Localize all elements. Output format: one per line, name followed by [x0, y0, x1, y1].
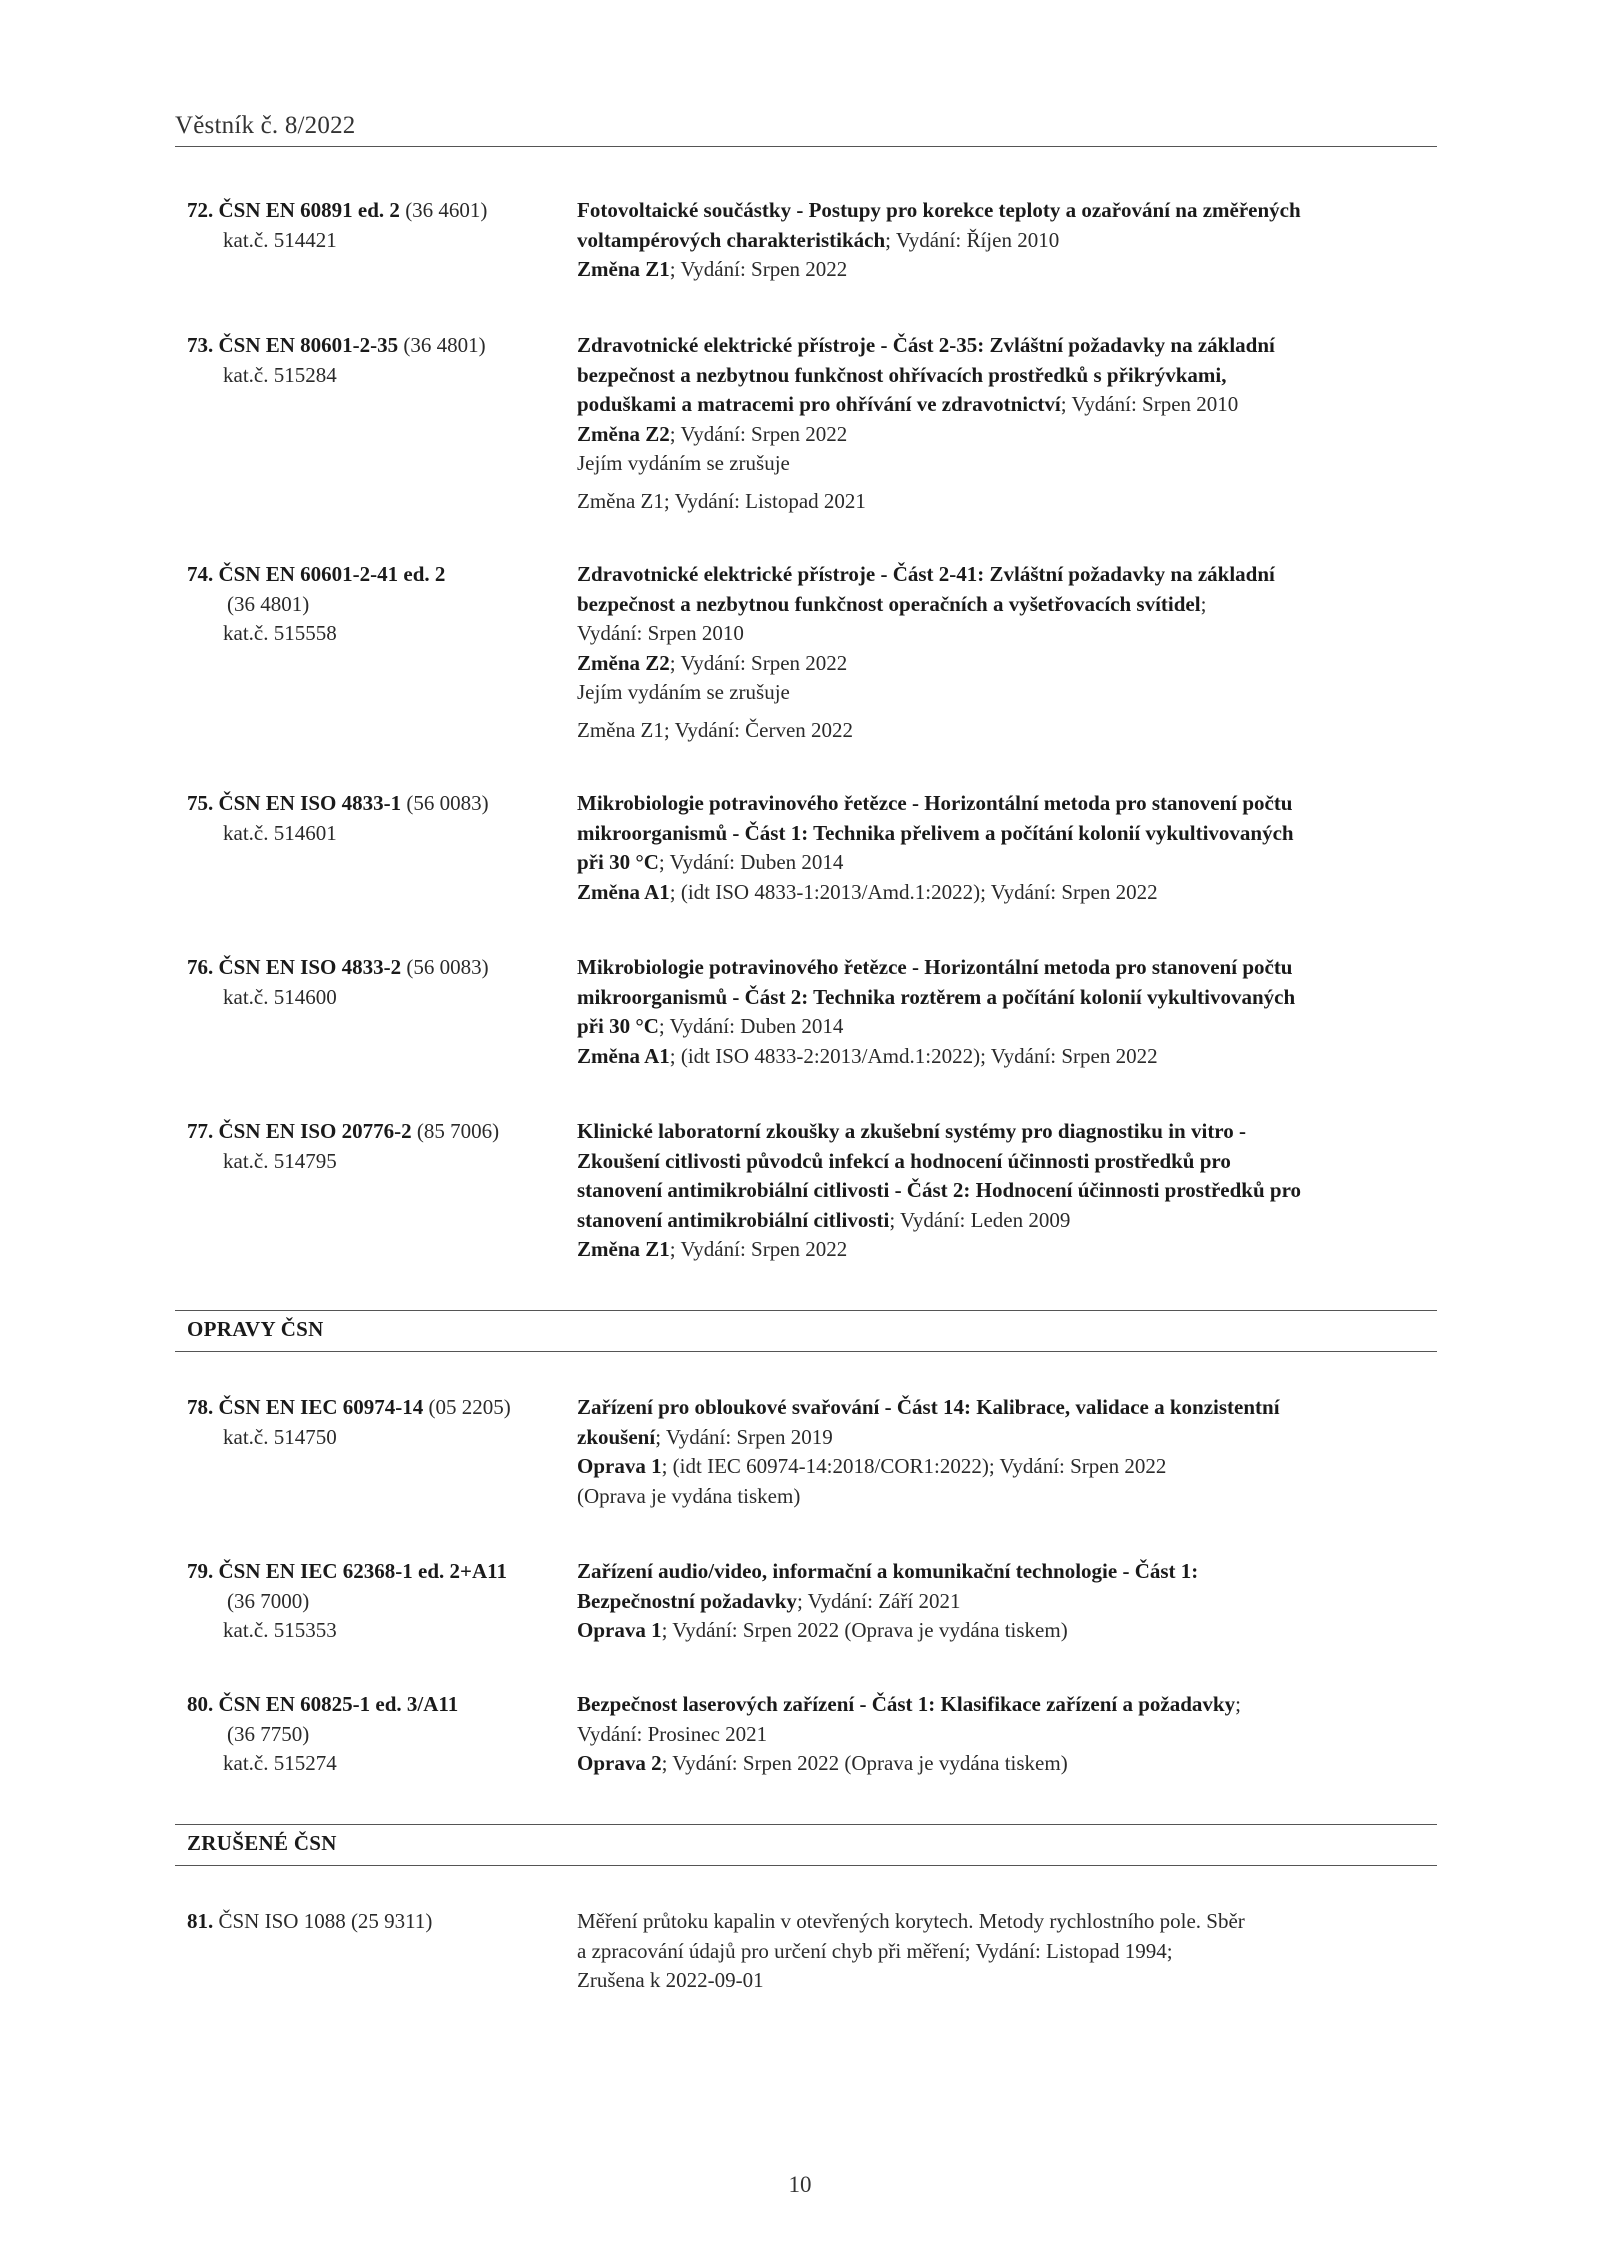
correction-date: ; (idt IEC 60974-14:2018/COR1:2022); Vydání: Srpen 2022 [661, 1454, 1167, 1478]
entry-description [577, 789, 1437, 907]
standard-code: ČSN EN 80601-2-35 [218, 333, 399, 357]
entry-number: 81. [187, 1909, 214, 1933]
standard-title: Bezpečnost laserových zařízení - Část 1: Klasifikace zařízení a požadavky [577, 1692, 1236, 1716]
classification-code: (36 7000) [227, 1588, 310, 1613]
entry-identifier [187, 196, 567, 255]
issue-date: Vydání: Srpen 2010 [577, 621, 744, 645]
change-label: Změna A1 [577, 879, 670, 904]
cancelled-change: Změna Z1; Vydání: Červen 2022 [577, 717, 854, 742]
standard-title: při 30 °C [577, 1014, 659, 1038]
entry-description [577, 1907, 1437, 1996]
change-date: ; Vydání: Srpen 2022 [669, 421, 848, 446]
correction-label: Oprava 1 [577, 1618, 662, 1642]
entry-description [577, 560, 1437, 745]
entry-number: 73. [187, 333, 214, 357]
page-number: 10 [788, 2172, 812, 2197]
classification-code: (56 0083) [401, 955, 489, 979]
change-label: Změna Z2 [577, 650, 670, 675]
cancels-note: Jejím vydáním se zrušuje [577, 680, 790, 704]
entry-description [577, 953, 1437, 1071]
correction-date: ; Vydání: Srpen 2022 (Oprava je vydána tiskem) [661, 1751, 1068, 1775]
issue-date: ; Vydání: Září 2021 [796, 1588, 961, 1613]
punctuation: ; [1200, 591, 1207, 616]
entry-description [577, 196, 1437, 285]
issue-date: ; Vydání: Duben 2014 [658, 1014, 844, 1038]
entry-description [577, 331, 1437, 516]
section-header-zrusene [175, 1824, 1437, 1866]
catalog-number: kat.č. 515284 [223, 362, 337, 387]
standard-title: voltampérových charakteristikách [577, 227, 886, 252]
standard-title: Klinické laboratorní zkoušky a zkušební systémy pro diagnostiku in vitro - [577, 1119, 1246, 1143]
standard-code: ČSN EN IEC 62368-1 ed. 2+A11 [218, 1559, 507, 1583]
correction-label: Oprava 2 [577, 1751, 662, 1775]
entry-number: 76. [187, 955, 214, 979]
standard-title: Fotovoltaické součástky - Postupy pro korekce teploty a ozařování na změřených [577, 198, 1301, 222]
standard-title: mikroorganismů - Část 2: Technika roztěrem a počítání kolonií vykultivovaných [577, 984, 1296, 1009]
standard-title: Zařízení pro obloukové svařování - Část 14: Kalibrace, validace a konzistentní [577, 1395, 1280, 1419]
cancellation-date: Zrušena k 2022-09-01 [577, 1968, 764, 1992]
punctuation: ; [1235, 1692, 1241, 1716]
standard-code: ČSN EN ISO 4833-1 [218, 791, 402, 815]
classification-code: (05 2205) [423, 1395, 511, 1419]
standard-title: bezpečnost a nezbytnou funkčnost ohřívacích prostředků s přikrývkami, [577, 362, 1227, 387]
change-date: ; Vydání: Srpen 2022 [669, 650, 848, 675]
change-date: ; Vydání: Srpen 2022 [669, 257, 848, 281]
entry-identifier [187, 789, 567, 848]
issue-date: ; Vydání: Duben 2014 [658, 850, 844, 874]
change-label: Změna Z1 [577, 1237, 670, 1261]
correction-label: Oprava 1 [577, 1454, 662, 1478]
entry-identifier [187, 1907, 567, 1937]
standard-title: Měření průtoku kapalin v otevřených korytech. Metody rychlostního pole. Sběr [577, 1909, 1245, 1933]
catalog-number: kat.č. 514421 [223, 227, 337, 252]
cancelled-change: Změna Z1; Vydání: Listopad 2021 [577, 488, 866, 513]
standard-title: Zařízení audio/video, informační a komunikační technologie - Část 1: [577, 1559, 1199, 1583]
standard-code: ČSN EN IEC 60974-14 [218, 1395, 424, 1419]
classification-code: (36 4601) [399, 198, 488, 222]
print-note: (Oprava je vydána tiskem) [577, 1483, 801, 1508]
entry-identifier [187, 1557, 567, 1646]
standard-title: při 30 °C [577, 850, 659, 874]
entry-identifier [187, 1117, 567, 1176]
catalog-number: kat.č. 515274 [223, 1751, 337, 1775]
entry-number: 79. [187, 1559, 214, 1583]
standard-code: ČSN EN 60825-1 ed. 3/A11 [218, 1692, 459, 1716]
entry-identifier [187, 953, 567, 1012]
catalog-number: kat.č. 514750 [223, 1424, 337, 1449]
issue-date: ; Vydání: Srpen 2010 [1060, 392, 1239, 416]
standard-title: zkoušení [577, 1424, 656, 1449]
section-title: ZRUŠENÉ ČSN [187, 1831, 337, 1855]
issue-date: ; Vydání: Říjen 2010 [885, 227, 1060, 252]
entry-number: 75. [187, 791, 214, 815]
correction-date: ; Vydání: Srpen 2022 (Oprava je vydána tiskem) [661, 1618, 1068, 1642]
standard-title: a zpracování údajů pro určení chyb při měření; Vydání: Listopad 1994; [577, 1938, 1173, 1963]
standard-title: stanovení antimikrobiální citlivosti - Část 2: Hodnocení účinnosti prostředků pro [577, 1178, 1302, 1202]
entry-identifier [187, 1690, 567, 1779]
entry-number: 74. [187, 562, 214, 586]
bulletin-title: Věstník č. 8/2022 [175, 112, 356, 139]
catalog-number: kat.č. 515558 [223, 621, 337, 645]
change-label: Změna Z1 [577, 257, 670, 281]
classification-code: (36 7750) [227, 1721, 310, 1746]
classification-code: (36 4801) [398, 333, 486, 357]
classification-code: (85 7006) [411, 1119, 500, 1143]
standard-code: ČSN EN 60601-2-41 ed. 2 [218, 562, 446, 586]
catalog-number: kat.č. 515353 [223, 1618, 337, 1642]
issue-date: ; Vydání: Srpen 2019 [655, 1424, 833, 1449]
standard-title: Mikrobiologie potravinového řetězce - Horizontální metoda pro stanovení počtu [577, 955, 1293, 979]
change-date: ; (idt ISO 4833-2:2013/Amd.1:2022); Vydání: Srpen 2022 [669, 1043, 1158, 1068]
entry-number: 77. [187, 1119, 214, 1143]
standard-title: poduškami a matracemi pro ohřívání ve zdravotnictví [577, 392, 1061, 416]
catalog-number: kat.č. 514600 [223, 984, 337, 1009]
change-label: Změna Z2 [577, 421, 670, 446]
standard-code: ČSN EN ISO 20776-2 [218, 1119, 412, 1143]
entry-number: 72. [187, 198, 214, 222]
classification-code: (36 4801) [227, 591, 310, 616]
page-header [175, 112, 1437, 147]
issue-date: Vydání: Prosinec 2021 [577, 1721, 768, 1746]
entry-identifier [187, 1393, 567, 1452]
change-date: ; (idt ISO 4833-1:2013/Amd.1:2022); Vydání: Srpen 2022 [669, 879, 1158, 904]
entry-description [577, 1557, 1437, 1646]
standard-title: Bezpečnostní požadavky [577, 1588, 797, 1613]
standard-code: ČSN EN 60891 ed. 2 [218, 198, 400, 222]
standard-title: stanovení antimikrobiální citlivosti [577, 1207, 890, 1232]
issue-date: ; Vydání: Leden 2009 [889, 1207, 1071, 1232]
entry-number: 80. [187, 1692, 214, 1716]
entry-description [577, 1393, 1437, 1511]
section-header-opravy [175, 1310, 1437, 1352]
entry-identifier [187, 560, 567, 649]
standard-title: Zdravotnické elektrické přístroje - Část 2-41: Zvláštní požadavky na základní [577, 562, 1275, 586]
entry-number: 78. [187, 1395, 214, 1419]
standard-code: ČSN EN ISO 4833-2 [218, 955, 402, 979]
standard-title: Zkoušení citlivosti původců infekcí a hodnocení účinnosti prostředků pro [577, 1148, 1231, 1173]
catalog-number: kat.č. 514795 [223, 1148, 337, 1173]
entry-description [577, 1117, 1437, 1265]
cancels-note: Jejím vydáním se zrušuje [577, 451, 790, 475]
entry-description [577, 1690, 1437, 1779]
catalog-number: kat.č. 514601 [223, 820, 337, 845]
classification-code: (56 0083) [401, 791, 489, 815]
section-title: OPRAVY ČSN [187, 1317, 324, 1341]
change-label: Změna A1 [577, 1043, 670, 1068]
standard-title: bezpečnost a nezbytnou funkčnost operačních a vyšetřovacích svítidel [577, 591, 1201, 616]
change-date: ; Vydání: Srpen 2022 [669, 1237, 848, 1261]
entry-identifier [187, 331, 567, 390]
standard-title: mikroorganismů - Část 1: Technika přelivem a počítání kolonií vykultivovaných [577, 820, 1294, 845]
standard-code: ČSN ISO 1088 (25 9311) [213, 1909, 433, 1933]
standard-title: Zdravotnické elektrické přístroje - Část 2-35: Zvláštní požadavky na základní [577, 333, 1275, 357]
standard-title: Mikrobiologie potravinového řetězce - Horizontální metoda pro stanovení počtu [577, 791, 1293, 815]
